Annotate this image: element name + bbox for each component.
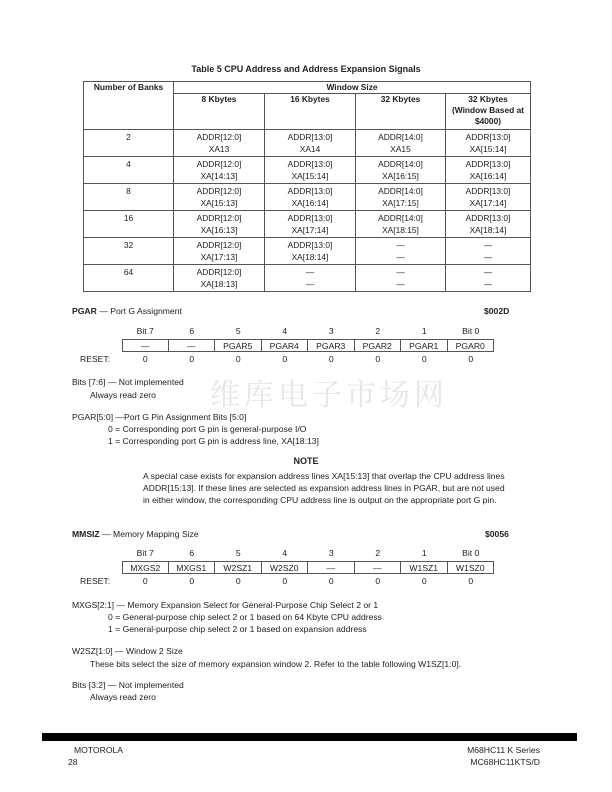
signal-cell: [446, 211, 531, 238]
w2sz-line: These bits select the size of memory expansion window 2. Refer to the table following W1SZ[1:0].: [90, 659, 462, 669]
header-size: 32 Kbytes (Window Based at $4000): [446, 94, 531, 130]
expansion-address: XA[18:15]: [382, 225, 419, 235]
bit-number: 2: [375, 326, 381, 336]
signal-cell: [174, 130, 265, 157]
reset-value: 0: [282, 576, 288, 586]
register-name: MMSIZ: [72, 529, 100, 539]
reset-value: 0: [142, 576, 148, 586]
bit-field: PGAR1: [401, 339, 448, 352]
bit-field: —: [169, 339, 216, 352]
bit-field: MXGS1: [169, 561, 216, 574]
bit-field: W2SZ1: [215, 561, 262, 574]
expansion-address: XA[15:14]: [291, 171, 329, 181]
banks-cell: 16: [84, 211, 174, 238]
bit-number: 2: [375, 548, 381, 558]
expansion-address: —: [305, 279, 315, 289]
footer-series: M68HC11 K Series: [467, 745, 540, 755]
bit-number: 3: [328, 548, 334, 558]
expansion-address: XA[18:13]: [200, 279, 238, 289]
footer-company: MOTOROLA: [74, 745, 124, 755]
bit-field: PGAR2: [355, 339, 402, 352]
table-row: [84, 157, 531, 184]
header-window-size: Window Size: [174, 82, 531, 94]
signal-cell: [446, 265, 531, 292]
expansion-address: XA[14:13]: [200, 171, 238, 181]
bit-field: —: [122, 339, 169, 352]
bit-number: 6: [189, 548, 195, 558]
bit-field: W1SZ0: [448, 561, 495, 574]
cpu-address: —: [483, 240, 493, 250]
reset-value: 0: [375, 354, 381, 364]
pgar-bits76-line: Always read zero: [90, 390, 156, 400]
cpu-address: ADDR[13:0]: [287, 159, 333, 169]
bit-number: Bit 7: [136, 548, 154, 558]
bit-field: W1SZ1: [401, 561, 448, 574]
reset-value: 0: [328, 576, 334, 586]
expansion-address: XA[16:15]: [382, 171, 419, 181]
expansion-address: XA13: [208, 144, 230, 154]
footer-doc-id: MC68HC11KTS/D: [470, 757, 540, 767]
pgar-bits-1: 1 = Corresponding port G pin is address line, XA[18:13]: [108, 436, 319, 446]
expansion-address: XA[16:14]: [469, 171, 507, 181]
mxgs-0: 0 = General-purpose chip select 2 or 1 based on 64 Kbyte CPU address: [108, 612, 382, 622]
signal-cell: [265, 265, 356, 292]
reset-value: 0: [235, 576, 241, 586]
bit-field: PGAR4: [262, 339, 309, 352]
cpu-address: ADDR[12:0]: [196, 267, 242, 277]
signal-cell: [174, 265, 265, 292]
expansion-address: XA[17:14]: [291, 225, 329, 235]
cpu-address: ADDR[12:0]: [196, 159, 242, 169]
cpu-address: ADDR[13:0]: [287, 132, 333, 142]
header-size: 16 Kbytes: [265, 94, 356, 130]
table-row: [84, 130, 531, 157]
reset-value: 0: [468, 576, 474, 586]
cpu-address: ADDR[12:0]: [196, 240, 242, 250]
bit-number: 1: [421, 548, 427, 558]
expansion-address: XA[15:14]: [469, 144, 507, 154]
cpu-address: ADDR[14:0]: [378, 213, 423, 223]
watermark: 维库电子市场网: [210, 378, 448, 413]
banks-cell: 64: [84, 265, 174, 292]
expansion-address: —: [483, 252, 493, 262]
cpu-address: ADDR[13:0]: [465, 132, 511, 142]
bit-field: MXGS2: [122, 561, 169, 574]
reset-value: 0: [421, 576, 427, 586]
banks-cell: 8: [84, 184, 174, 211]
signal-cell: [446, 184, 531, 211]
mmsiz-address: $0056: [485, 529, 509, 539]
reset-label: RESET:: [80, 576, 111, 586]
expansion-address: XA[17:15]: [382, 198, 419, 208]
expansion-address: XA[16:14]: [291, 198, 329, 208]
cpu-address: ADDR[13:0]: [287, 240, 333, 250]
reset-value: 0: [282, 354, 288, 364]
banks-cell: 32: [84, 238, 174, 265]
bit-number: 4: [282, 326, 288, 336]
signal-cell: [356, 265, 446, 292]
reset-value: 0: [421, 354, 427, 364]
header-size: 8 Kbytes: [174, 94, 265, 130]
mmsiz-heading: [72, 529, 199, 539]
reset-value: 0: [375, 576, 381, 586]
bit-number: 4: [282, 548, 288, 558]
note-title: NOTE: [293, 456, 319, 466]
signal-cell: [174, 157, 265, 184]
mxgs-1: 1 = General-purpose chip select 2 or 1 based on expansion address: [108, 624, 367, 634]
register-name: PGAR: [72, 306, 97, 316]
table-row: [84, 184, 531, 211]
expansion-address: XA14: [299, 144, 321, 154]
bit-field: W2SZ0: [262, 561, 309, 574]
cpu-address: ADDR[13:0]: [465, 186, 511, 196]
footer-page-number: 28: [68, 757, 78, 767]
register-desc: — Memory Mapping Size: [99, 529, 199, 539]
bit-number: 5: [235, 548, 241, 558]
signal-cell: [446, 130, 531, 157]
reset-value: 0: [235, 354, 241, 364]
register-desc: — Port G Assignment: [96, 306, 182, 316]
header-banks: Number of Banks: [84, 82, 174, 130]
w2sz-title: W2SZ[1:0] — Window 2 Size: [72, 646, 183, 656]
cpu-address: —: [396, 240, 405, 250]
pgar-heading: [72, 306, 182, 316]
cpu-address: ADDR[13:0]: [287, 186, 333, 196]
reset-value: 0: [468, 354, 474, 364]
reset-label: RESET:: [80, 354, 111, 364]
cpu-address: ADDR[12:0]: [196, 186, 242, 196]
signal-cell: [446, 238, 531, 265]
bit-number: 1: [421, 326, 427, 336]
bit-field: —: [308, 561, 355, 574]
signal-cell: [446, 157, 531, 184]
table-row: [84, 211, 531, 238]
signal-cell: [356, 157, 446, 184]
cpu-address: ADDR[14:0]: [378, 159, 423, 169]
bit-number: Bit 0: [462, 548, 480, 558]
signal-cell: [265, 130, 356, 157]
table-title: Table 5 CPU Address and Address Expansion Signals: [191, 64, 421, 74]
bit-number: 6: [189, 326, 195, 336]
cpu-address: ADDR[12:0]: [196, 132, 242, 142]
bits32-line: Always read zero: [90, 692, 156, 702]
bit-number: 5: [235, 326, 241, 336]
reset-value: 0: [328, 354, 334, 364]
signal-cell: [265, 238, 356, 265]
expansion-address: —: [483, 279, 493, 289]
bit-field: PGAR5: [215, 339, 262, 352]
signal-cell: [356, 184, 446, 211]
banks-cell: 2: [84, 130, 174, 157]
signal-cell: [265, 157, 356, 184]
expansion-address: XA[16:13]: [200, 225, 238, 235]
cpu-address: ADDR[14:0]: [378, 186, 423, 196]
note-text: A special case exists for expansion address lines XA[15:13] that overlap the CPU address lines ADDR[15:13]. If these lines are selected as expansion address lines in PGAR, but are not used in either window, the corresponding CPU address line is output on the appropriate port G pin.: [143, 471, 505, 506]
reset-value: 0: [189, 354, 195, 364]
footer-rule: [42, 733, 577, 741]
signal-cell: [174, 238, 265, 265]
expansion-address: XA[18:14]: [291, 252, 329, 262]
expansion-address: XA[15:13]: [200, 198, 238, 208]
reset-value: 0: [189, 576, 195, 586]
expansion-address: XA[17:13]: [200, 252, 238, 262]
pgar-bits-0: 0 = Corresponding port G pin is general-purpose I/O: [108, 424, 307, 434]
bits32-title: Bits [3:2] — Not implemented: [72, 680, 184, 690]
banks-cell: 4: [84, 157, 174, 184]
expansion-address: XA15: [390, 144, 411, 154]
signal-cell: [265, 184, 356, 211]
signal-cell: [356, 130, 446, 157]
cpu-address: —: [396, 267, 405, 277]
mxgs-title: MXGS[2:1] — Memory Expansion Select for General-Purpose Chip Select 2 or 1: [72, 600, 379, 610]
expansion-address: XA[18:14]: [469, 225, 507, 235]
bit-number: Bit 7: [136, 326, 154, 336]
signal-cell: [174, 211, 265, 238]
address-expansion-table: [83, 81, 531, 292]
expansion-address: XA[17:14]: [469, 198, 507, 208]
signal-cell: [356, 211, 446, 238]
pgar-register-diagram: [80, 326, 494, 364]
cpu-address: ADDR[14:0]: [378, 132, 423, 142]
bit-field: PGAR3: [308, 339, 355, 352]
pgar-bits76-title: Bits [7:6] — Not implemented: [72, 377, 184, 387]
bit-number: 3: [328, 326, 334, 336]
cpu-address: ADDR[13:0]: [465, 213, 511, 223]
signal-cell: [174, 184, 265, 211]
table-row: [84, 265, 531, 292]
table-row: [84, 238, 531, 265]
cpu-address: ADDR[12:0]: [196, 213, 242, 223]
bit-number: Bit 0: [462, 326, 480, 336]
cpu-address: —: [483, 267, 493, 277]
cpu-address: —: [305, 267, 315, 277]
expansion-address: —: [396, 252, 405, 262]
reset-value: 0: [142, 354, 148, 364]
expansion-address: —: [396, 279, 405, 289]
cpu-address: ADDR[13:0]: [287, 213, 333, 223]
bit-field: PGAR0: [448, 339, 495, 352]
signal-cell: [265, 211, 356, 238]
signal-cell: [356, 238, 446, 265]
mmsiz-register-diagram: [80, 548, 494, 586]
bit-field: —: [355, 561, 402, 574]
pgar-address: $002D: [484, 306, 510, 316]
pgar-bits-title: PGAR[5:0] —Port G Pin Assignment Bits [5:0]: [72, 412, 247, 422]
header-size: 32 Kbytes: [356, 94, 446, 130]
cpu-address: ADDR[13:0]: [465, 159, 511, 169]
